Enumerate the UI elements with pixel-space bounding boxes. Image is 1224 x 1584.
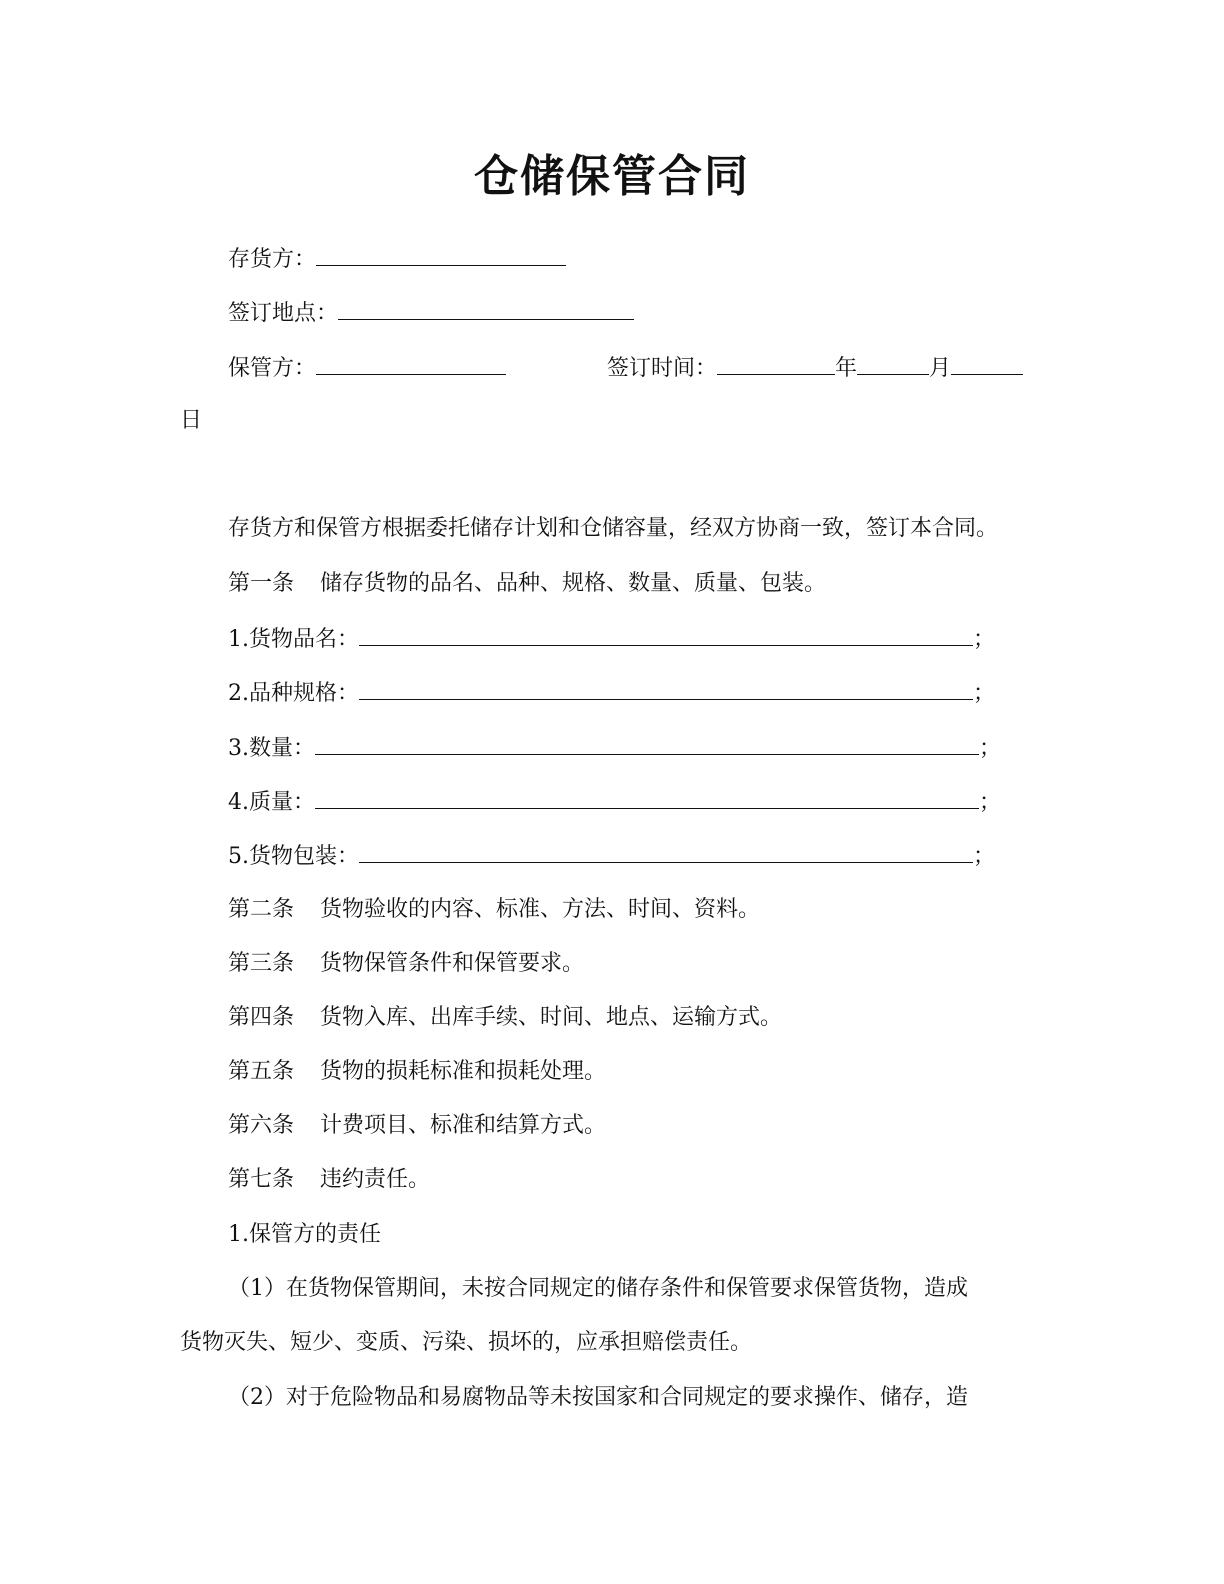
- article-5: [228, 1057, 606, 1087]
- goods-name-blank[interactable]: [359, 623, 973, 646]
- depositor-label: 存货方：: [228, 247, 317, 272]
- item-end: ；: [979, 736, 1002, 761]
- article-3: [228, 949, 584, 979]
- item-end: ；: [973, 844, 996, 869]
- year-blank[interactable]: [717, 352, 835, 375]
- item-packaging: [228, 840, 995, 872]
- day-label: 日: [180, 408, 203, 433]
- article-text: 违约责任。: [320, 1167, 431, 1192]
- article-6: [228, 1111, 606, 1141]
- article-1-text: 储存货物的品名、品种、规格、数量、质量、包装。: [320, 571, 827, 596]
- item-label: 3.数量：: [228, 736, 315, 761]
- quality-blank[interactable]: [315, 786, 979, 809]
- item-spec: [228, 677, 995, 709]
- packaging-blank[interactable]: [359, 840, 973, 863]
- custodian-blank[interactable]: [316, 352, 506, 375]
- article-title: 第四条: [228, 1005, 295, 1030]
- article-title: 第七条: [228, 1167, 295, 1192]
- depositor-blank[interactable]: [316, 243, 566, 266]
- depositor-row: [228, 243, 566, 275]
- item-end: ；: [973, 681, 996, 706]
- sign-time-row: [607, 352, 1023, 384]
- item-label: 4.质量：: [228, 790, 315, 815]
- article-title: 第六条: [228, 1113, 295, 1138]
- quantity-blank[interactable]: [315, 732, 979, 755]
- item-label: 5.货物包装：: [228, 844, 359, 869]
- liability-p1-line2: 货物灭失、短少、变质、污染、损坏的，应承担赔偿责任。: [180, 1330, 753, 1355]
- article-title: 第三条: [228, 951, 295, 976]
- month-label: 月: [929, 356, 952, 381]
- item-goods-name: [228, 623, 995, 655]
- liability-p2-line1: （2）对于危险物品和易腐物品等未按国家和合同规定的要求操作、储存，造: [228, 1385, 968, 1410]
- article-4: [228, 1003, 782, 1033]
- article-text: 货物保管条件和保管要求。: [320, 951, 585, 976]
- document-title: 仓储保管合同: [474, 151, 750, 202]
- sign-place-row: [228, 297, 634, 329]
- article-title: 第二条: [228, 897, 295, 922]
- article-text: 货物的损耗标准和损耗处理。: [320, 1059, 607, 1084]
- intro-paragraph: 存货方和保管方根据委托储存计划和仓储容量，经双方协商一致，签订本合同。: [228, 516, 999, 541]
- item-end: ；: [979, 790, 1002, 815]
- item-quantity: [228, 732, 1001, 764]
- sign-time-label: 签订时间：: [607, 356, 718, 381]
- article-1-title: 第一条: [228, 571, 295, 596]
- sign-place-label: 签订地点：: [228, 301, 339, 326]
- month-blank[interactable]: [857, 352, 929, 375]
- article-text: 货物入库、出库手续、时间、地点、运输方式。: [320, 1005, 783, 1030]
- article-2: [228, 895, 760, 925]
- custodian-row: [228, 352, 506, 384]
- item-label: 1.货物品名：: [228, 627, 359, 652]
- custodian-label: 保管方：: [228, 356, 317, 381]
- custodian-liability-heading: 1.保管方的责任: [228, 1222, 381, 1247]
- article-1: [228, 569, 826, 599]
- spec-blank[interactable]: [359, 677, 973, 700]
- year-label: 年: [835, 356, 858, 381]
- article-text: 货物验收的内容、标准、方法、时间、资料。: [320, 897, 761, 922]
- item-quality: [228, 786, 1001, 818]
- article-text: 计费项目、标准和结算方式。: [320, 1113, 607, 1138]
- sign-place-blank[interactable]: [338, 297, 634, 320]
- liability-p1-line1: （1）在货物保管期间，未按合同规定的储存条件和保管要求保管货物，造成: [228, 1276, 968, 1301]
- article-7: [228, 1165, 430, 1195]
- item-end: ；: [973, 627, 996, 652]
- day-blank[interactable]: [951, 352, 1023, 375]
- item-label: 2.品种规格：: [228, 681, 359, 706]
- article-title: 第五条: [228, 1059, 295, 1084]
